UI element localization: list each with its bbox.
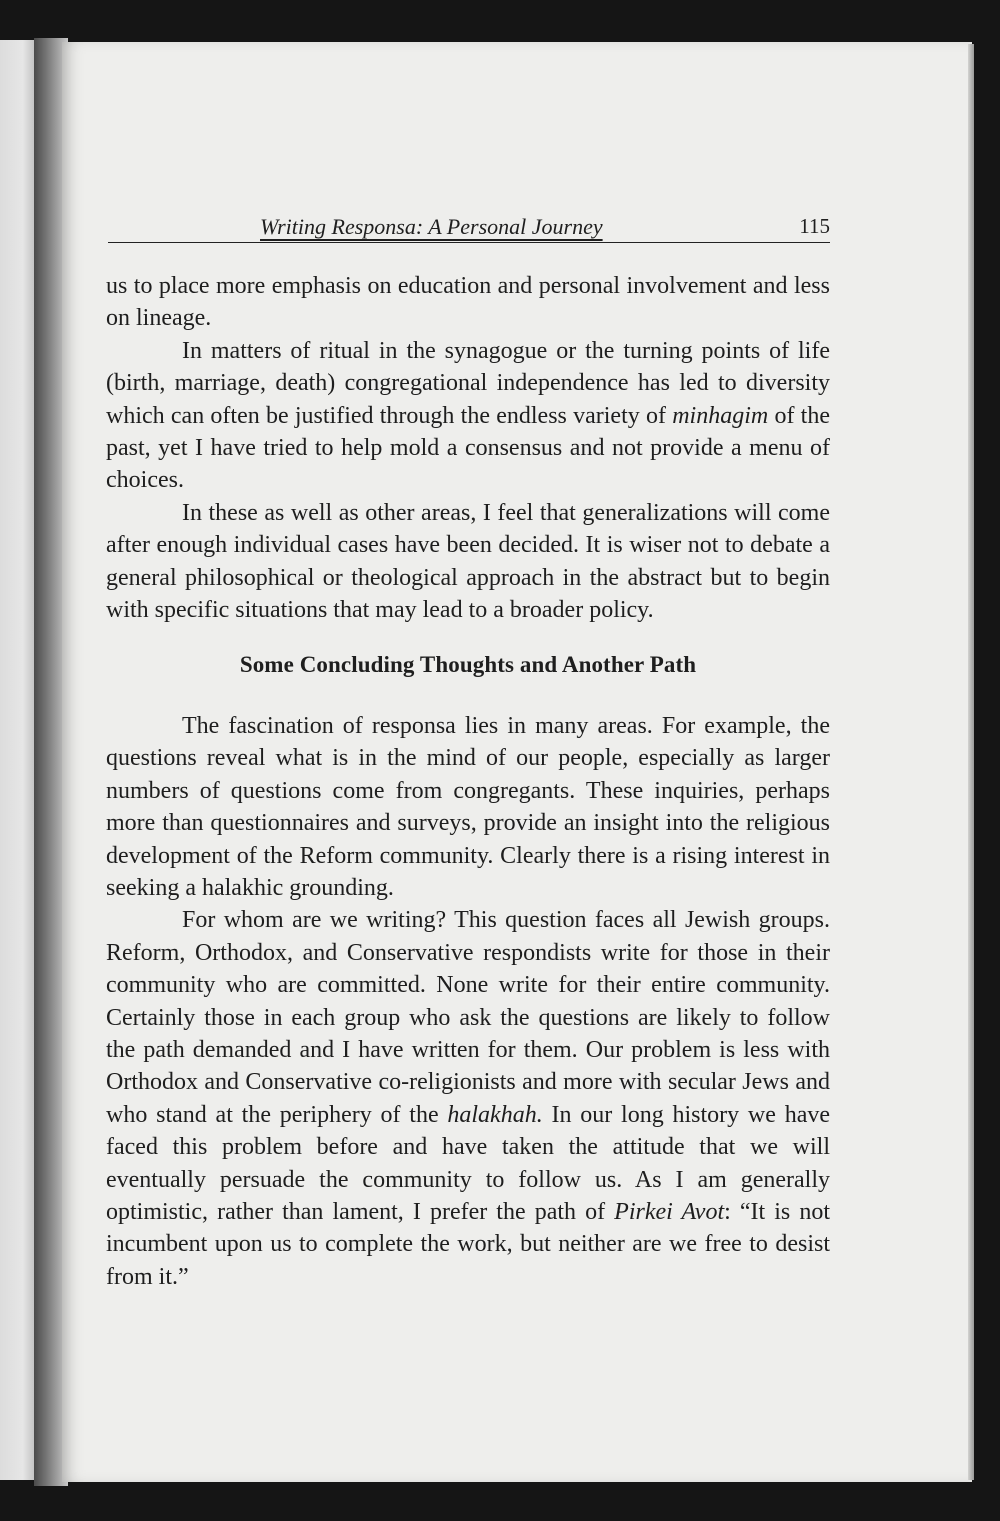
running-title: Writing Responsa: A Personal Journey — [260, 214, 603, 239]
term-halakhah: halakhah. — [447, 1101, 543, 1128]
paragraph-2: In matters of ritual in the synagogue or the turning points of life (birth, marriage, death) congregational independence has led to diversity which can often be justified through the endless variety of minhagim of the past, yet I have tried to help mold a consensus and not provide a menu of choices. — [106, 337, 831, 494]
section-heading: Some Concluding Thoughts and Another Path — [239, 652, 697, 678]
paragraph-3: In these as well as other areas, I feel that generalizations will come after enough individual cases have been decided. It is wiser not to debate a general philosophical or theological approach in the abstract but to begin with specific situations that may lead to a broader policy. — [106, 499, 830, 624]
left-page-edge — [0, 40, 38, 1480]
page-right-edge — [968, 44, 974, 1480]
page-number: 115 — [799, 214, 830, 238]
paragraph-4: The fascination of responsa lies in many areas. For example, the questions reveal what is in the mind of our people, especially as larger numbers of questions come from congregants. These inquiries, perhaps more than questionnaires and surveys, provide an insight into the religious development of the Reform community. Clearly there is a rising interest in seeking a halakhic grounding. — [106, 712, 830, 901]
paragraph-1: us to place more emphasis on education and personal involvement and less on lineage. — [106, 273, 830, 332]
paragraph-5: For whom are we writing? This question faces all Jewish groups. Reform, Orthodox, and Conservative respondists write for those in their community who are committed. None write for their entire community. Certainly those in each group who ask the questions are likely to follow the path demanded and I have written for them. Our problem is less with Orthodox and Conservative co-religionists and more with secular Jews and who stand at the periphery of the halakhah. In our long history we have faced this problem before and have taken the attitude that we will eventually persuade the community to follow us. As I am generally optimistic, rather than lament, I prefer the path of Pirkei Avot: “It is not incumbent upon us to complete the work, but neither are we free to desist from it.” — [106, 907, 831, 1290]
term-pirkei-avot: Pirkei Avot — [614, 1198, 725, 1225]
body-text — [106, 270, 830, 1293]
running-head — [108, 212, 830, 243]
term-minhagim: minhagim — [672, 402, 769, 429]
